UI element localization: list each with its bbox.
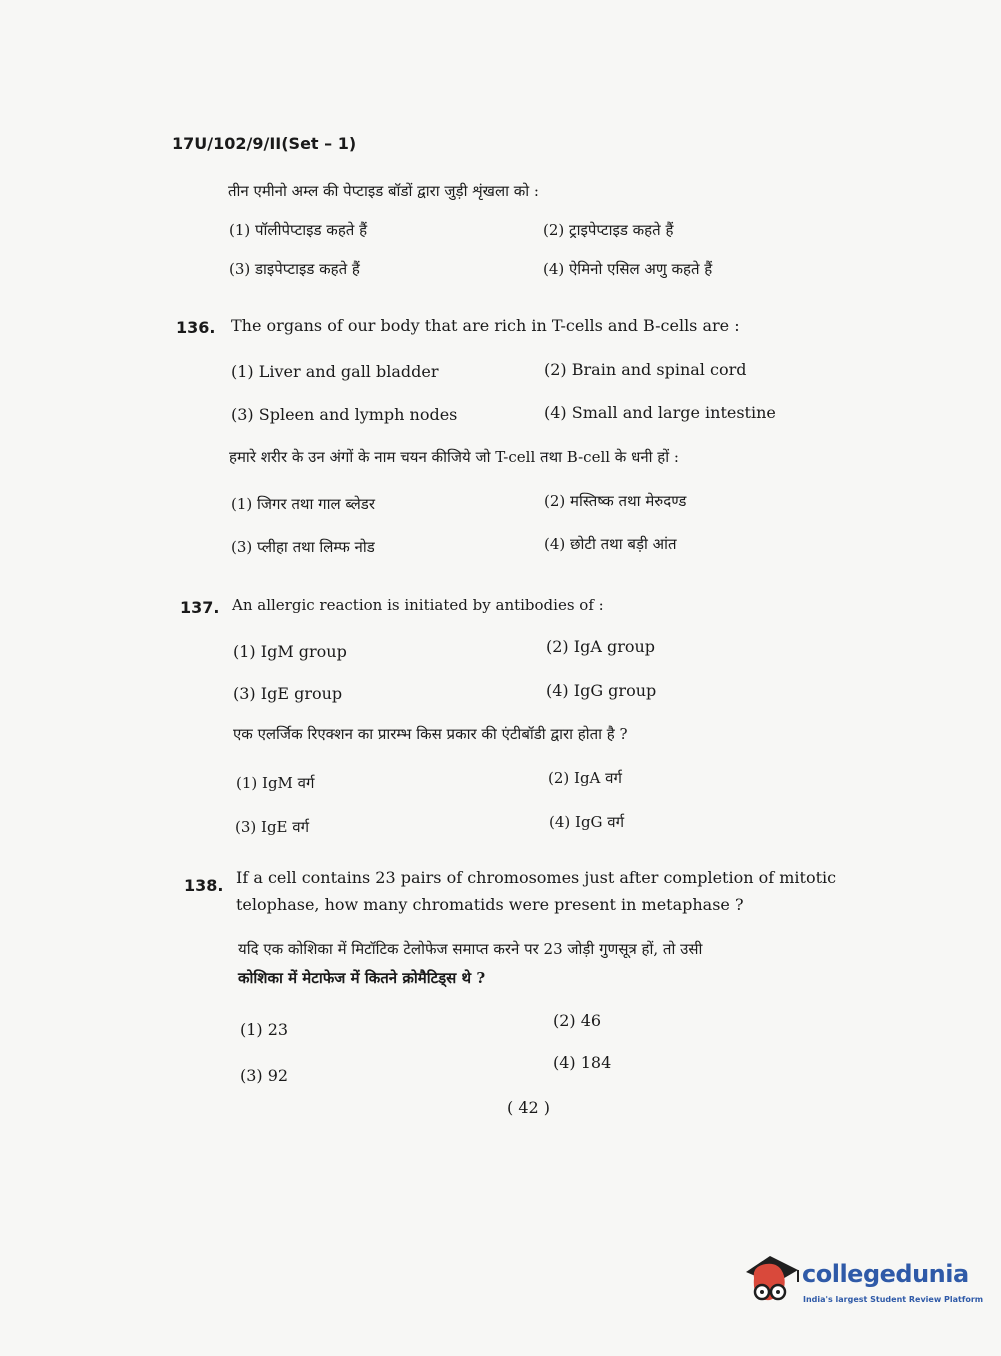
q136-option-1: (1) Liver and gall bladder [231, 362, 439, 381]
collegedunia-logo [740, 1248, 984, 1316]
mascot-icon [740, 1248, 802, 1316]
q138-hindi-line-2: कोशिका में मेटाफेज में कितने क्रोमैटिड्स थे ? [238, 969, 486, 987]
logo-wordmark: collegedunia [802, 1260, 969, 1288]
q136-stem: The organs of our body that are rich in T-cells and B-cells are : [231, 316, 740, 335]
q138-number: 138. [184, 876, 224, 895]
q137-hindi-option-2: (2) IgA वर्ग [548, 769, 622, 787]
q137-hindi-option-3: (3) IgE वर्ग [235, 818, 310, 836]
paper-code-header: 17U/102/9/II(Set – 1) [172, 134, 357, 153]
logo-tagline: India's largest Student Review Platform [803, 1295, 984, 1304]
q136-hindi-option-1: (1) जिगर तथा गाल ब्लेडर [231, 495, 375, 513]
q136-hindi-option-2: (2) मस्तिष्क तथा मेरुदण्ड [544, 492, 687, 510]
q137-hindi-stem: एक एलर्जिक रिएक्शन का प्रारम्भ किस प्रकार की एंटीबॉडी द्वारा होता है ? [233, 725, 628, 743]
q137-hindi-option-4: (4) IgG वर्ग [549, 813, 625, 831]
q137-number: 137. [180, 598, 220, 617]
q137-hindi-option-1: (1) IgM वर्ग [236, 774, 315, 792]
q136-hindi-stem: हमारे शरीर के उन अंगों के नाम चयन कीजिये जो T-cell तथा B-cell के धनी हों : [229, 448, 679, 466]
q137-option-4: (4) IgG group [546, 681, 657, 700]
q136-hindi-option-3: (3) प्लीहा तथा लिम्फ नोड [231, 538, 375, 556]
q135-hindi-option-2: (2) ट्राइपेप्टाइड कहते हैं [543, 221, 674, 239]
q136-option-4: (4) Small and large intestine [544, 403, 776, 422]
q138-option-4: (4) 184 [553, 1053, 612, 1072]
q136-option-3: (3) Spleen and lymph nodes [231, 405, 458, 424]
q138-option-3: (3) 92 [240, 1066, 289, 1085]
q138-stem-line-1: If a cell contains 23 pairs of chromosomes just after completion of mitotic [236, 868, 837, 887]
q135-hindi-option-4: (4) ऐमिनो एसिल अणु कहते हैं [543, 260, 713, 278]
q137-option-3: (3) IgE group [233, 684, 343, 703]
q135-hindi-option-1: (1) पॉलीपेप्टाइड कहते हैं [229, 221, 368, 239]
q138-option-2: (2) 46 [553, 1011, 602, 1030]
q135-hindi-stem: तीन एमीनो अम्ल की पेप्टाइड बॉडों द्वारा जुड़ी शृंखला को : [228, 182, 539, 200]
q138-hindi-line-1: यदि एक कोशिका में मिटॉटिक टेलोफेज समाप्त करने पर 23 जोड़ी गुणसूत्र हों, तो उसी [238, 940, 703, 958]
q137-option-2: (2) IgA group [546, 637, 656, 656]
q137-stem: An allergic reaction is initiated by antibodies of : [232, 596, 604, 614]
q135-hindi-option-3: (3) डाइपेप्टाइड कहते हैं [229, 260, 360, 278]
q138-option-1: (1) 23 [240, 1020, 289, 1039]
page-number: ( 42 ) [507, 1098, 551, 1117]
q136-hindi-option-4: (4) छोटी तथा बड़ी आंत [544, 535, 677, 553]
q138-stem-line-2: telophase, how many chromatids were present in metaphase ? [236, 895, 744, 914]
q136-option-2: (2) Brain and spinal cord [544, 360, 747, 379]
q136-number: 136. [176, 318, 216, 337]
q137-option-1: (1) IgM group [233, 642, 347, 661]
